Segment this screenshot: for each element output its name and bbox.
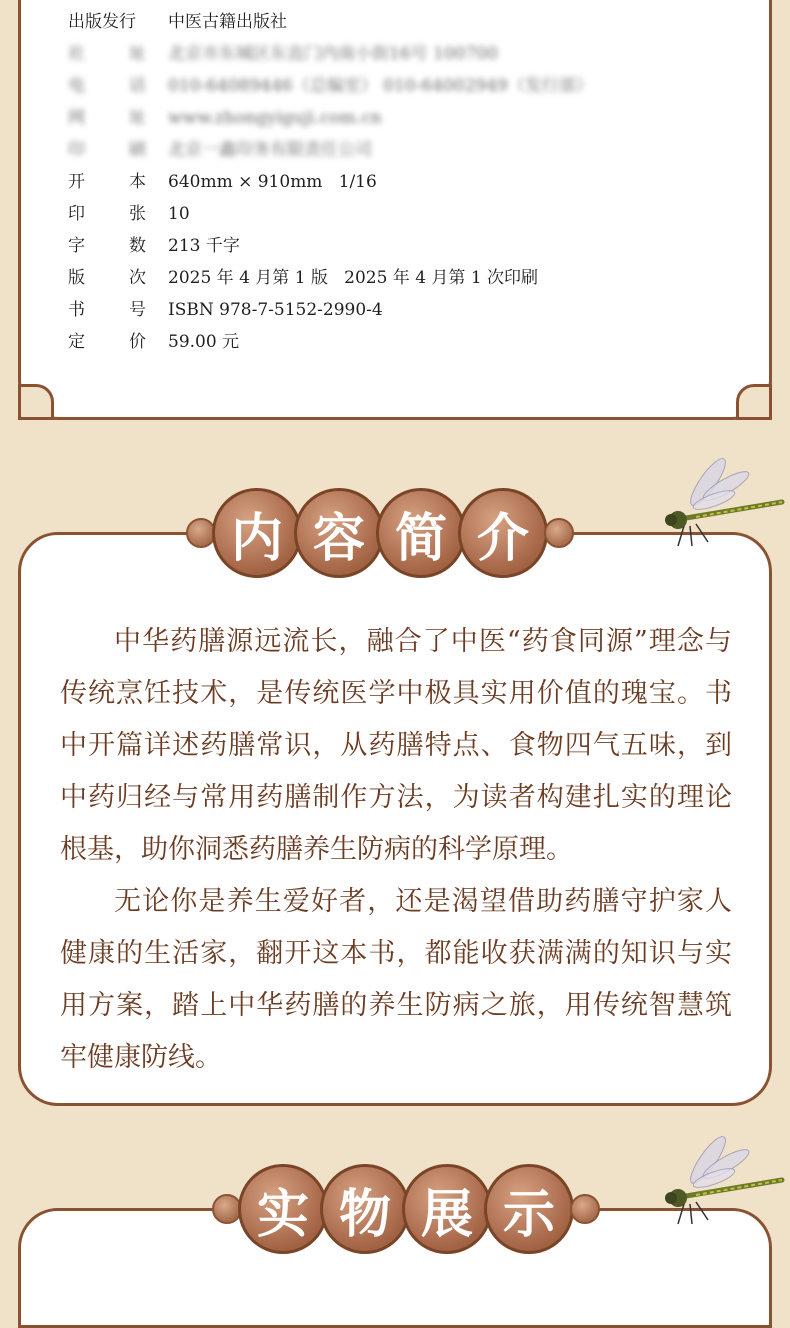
info-row-blurred [68,70,593,102]
info-value: 中医古籍出版社 [168,12,287,32]
info-row-price [68,326,593,358]
info-value: www.zhongyiguji.com.cn [168,108,382,128]
info-value: 北京市东城区东直门内南小街16号 100700 [168,44,498,64]
intro-body [60,616,732,1084]
title-bead: 介 [458,488,548,578]
card-corner-notch [736,384,772,420]
intro-paragraph: 中华药膳源远流长，融合了中医“药食同源”理念与传统烹饪技术，是传统医学中极具实用价值的瑰宝。书中开篇详述药膳常识，从药膳特点、食物四气五味，到中药归经与常用药膳制作方法，为读者构建扎实的理论根基，助你洞悉药膳养生防病的科学原理。 [60,626,732,865]
info-row-isbn [68,294,593,326]
title-bead: 简 [376,488,466,578]
info-value: 640mm × 910mm 1/16 [168,172,377,192]
info-label: 印 刷 [68,140,146,160]
info-value: 010-64089446（总编室） 010-64002949（发行部） [168,76,593,96]
intro-paragraph: 无论你是养生爱好者，还是渴望借助药膳守护家人健康的生活家，翻开这本书，都能收获满满的知识与实用方案，踏上中华药膳的养生防病之旅，用传统智慧筑牢健康防线。 [60,886,732,1073]
info-value: 2025 年 4 月第 1 版 2025 年 4 月第 1 次印刷 [168,268,539,288]
info-label: 开 本 [68,172,146,192]
info-value: 213 千字 [168,236,240,256]
info-row-format [68,166,593,198]
info-row-word-count [68,230,593,262]
info-value: 59.00 元 [168,332,240,352]
info-value: ISBN 978-7-5152-2990-4 [168,300,383,320]
info-label: 网 址 [68,108,146,128]
info-row-blurred [68,134,593,166]
title-bead: 实 [238,1164,328,1254]
bead-ornament [570,1194,600,1224]
info-label: 印 张 [68,204,146,224]
info-label: 定 价 [68,332,146,352]
info-label: 书 号 [68,300,146,320]
info-value: 北京一鑫印务有限责任公司 [168,140,372,160]
title-bead: 物 [320,1164,410,1254]
publication-info [68,6,593,358]
dragonfly-icon [656,1130,786,1230]
info-row-blurred [68,102,593,134]
info-label: 电 话 [68,76,146,96]
title-bead: 展 [402,1164,492,1254]
info-row-sheets [68,198,593,230]
intro-section-title [186,488,574,578]
display-section-title [212,1164,600,1254]
dragonfly-icon [656,452,786,552]
bead-ornament [544,518,574,548]
info-label: 字 数 [68,236,146,256]
info-row-publisher [68,6,593,38]
title-bead: 容 [294,488,384,578]
info-label: 社 址 [68,44,146,64]
info-label: 出版发行 [68,12,136,32]
info-value: 10 [168,204,190,224]
info-row-blurred [68,38,593,70]
info-label: 版 次 [68,268,146,288]
info-row-edition [68,262,593,294]
title-bead: 示 [484,1164,574,1254]
title-bead: 内 [212,488,302,578]
card-corner-notch [18,384,54,420]
